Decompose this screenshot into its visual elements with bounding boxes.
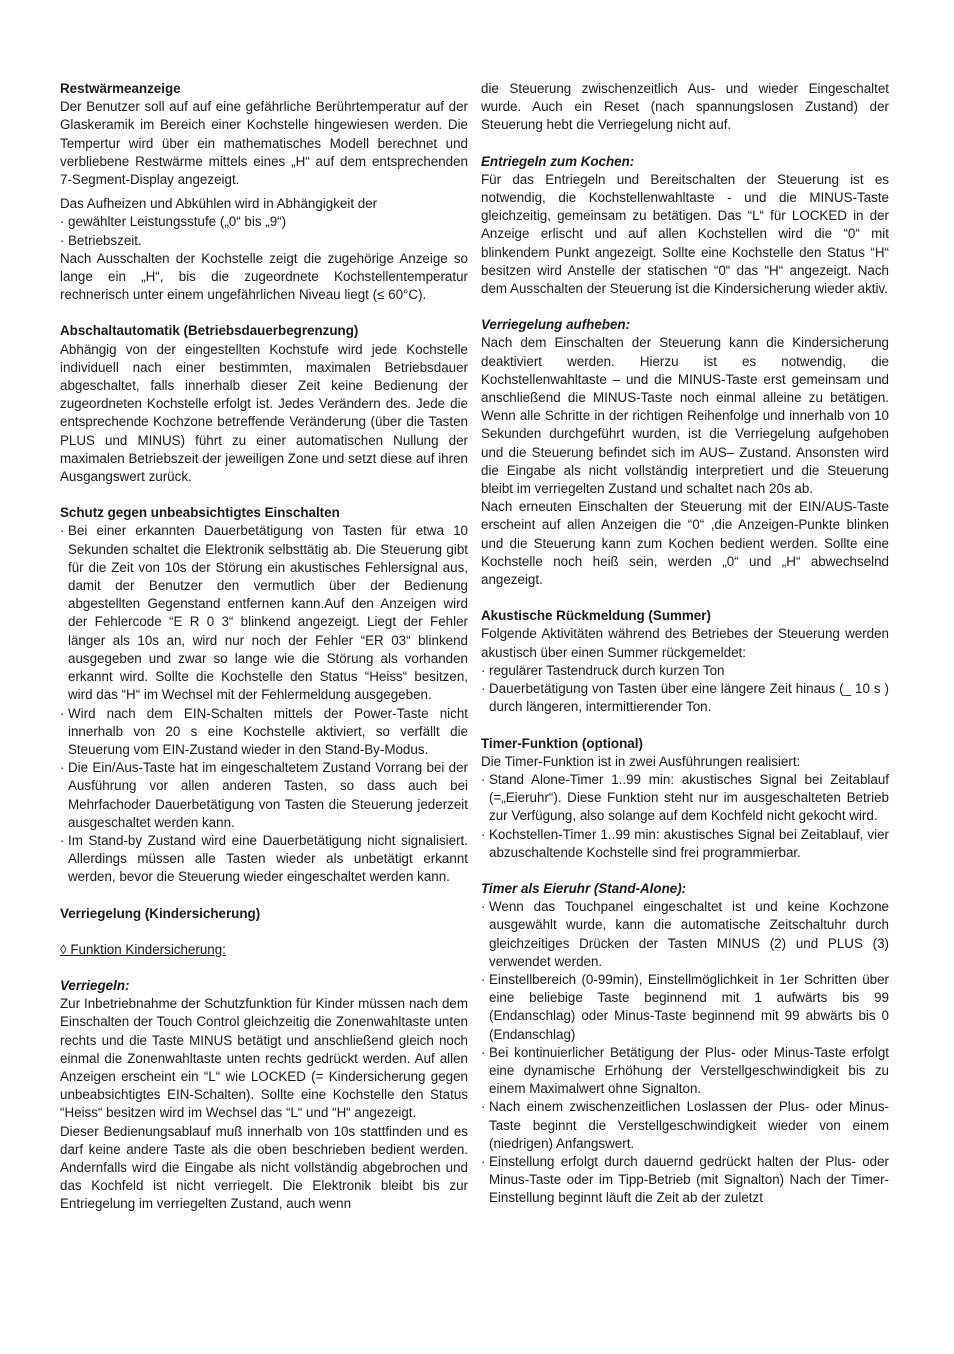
list-item: · Dauerbetätigung von Tasten über eine längere Zeit hinaus (_ 10 s ) durch längeren, intermittierender Ton. — [481, 680, 889, 716]
paragraph: die Steuerung zwischenzeitlich Aus- und wieder Eingeschaltet wurde. Auch ein Reset (nach spannungslosen Zustand) der Steuerung hebt die Verriegelung nicht auf. — [481, 81, 889, 133]
list-item: · Einstellung erfolgt durch dauernd gedrückt halten der Plus- oder Minus-Taste oder im Tipp-Betrieb (mit Signalton) Nach der Timer-Einstellung beginnt läuft die Zeit ab der zuletzt — [481, 1153, 889, 1208]
list — [481, 662, 889, 717]
list — [60, 522, 468, 886]
subheading-entriegeln: Entriegeln zum Kochen: — [481, 153, 635, 169]
heading-abschaltautomatik: Abschaltautomatik (Betriebsdauerbegrenzung) — [60, 323, 359, 339]
list-item: · Stand Alone-Timer 1..99 min: akustisches Signal bei Zeitablauf (=„Eieruhr“). Diese Funktion steht nur im ausgeschalteten Betrieb zur Verfügung, also solange auf dem Kochfeld nicht gekocht wird. — [481, 771, 889, 826]
left-column — [60, 80, 468, 1214]
list-item: · Wenn das Touchpanel eingeschaltet ist und keine Kochzone ausgewählt wurde, kann die automatische Zeitschaltuhr durch gleichzeitiges Drücken der Tasten MINUS (2) und PLUS (3) verwendet werden. — [481, 898, 889, 971]
paragraph: Nach erneuten Einschalten der Steuerung mit der EIN/AUS-Taste erscheint auf allen Anzeigen die “0“ ,die Anzeigen-Punkte blinken und die Steuerung kann zum Kochen bedient werden. Sollte eine Kochstelle noch heiß sein, werden „0“ und „H“ abwechselnd angezeigt. — [481, 499, 889, 588]
list-item: · Bei einer erkannten Dauerbetätigung von Tasten für etwa 10 Sekunden schaltet die Elektronik selbsttätig ab. Die Steuerung gibt für die Zeit von 10s der Störung ein akustisches Fehlersignal aus, damit der Benutzer den vermutlich über der Bedienung abgestellten Gegenstand entfernen kann.Auf den Anzeigen wird der Fehlercode “E R 0 3“ blinkend angezeigt. Liegt der Fehler länger als 10s an, wird nur noch der Fehler “ER 03“ blinkend ausgegeben und zwar so lange wie die Störung als vorhanden erkannt wird. Sollte die Kochstelle den Status “Heiss“ besitzen, wird das “H“ im Wechsel mit der Fehlermeldung ausgegeben. — [60, 522, 468, 704]
right-column — [481, 80, 889, 1208]
paragraph: Dieser Bedienungsablauf muß innerhalb von 10s stattfinden und es darf keine andere Taste als die oben beschrieben bedient werden. Andernfalls wird die Eingabe als nicht vollständig abgebrochen und das Kochfeld ist nicht verriegelt. Die Elektronik bleibt bis zur Entriegelung im verriegelten Zustand, auch wenn — [60, 1123, 468, 1212]
paragraph: Nach dem Einschalten der Steuerung kann die Kindersicherung deaktiviert werden. Hierzu ist es notwendig, die Kochstellenwahltaste – und die MINUS-Taste erst gemeinsam und anschließend die MINUS-Taste noch einmal alleine zu betätigen. Wenn alle Schritte in der richtigen Reihenfolge und innerhalb von 10 Sekunden durchgeführt wurden, ist die Verriegelung aufgehoben und die Steuerung befindet sich im AUS– Zustand. Ansonsten wird die Eingabe als nicht vollständig interpretiert und die Steuerung bleibt im verriegelten Zustand und schaltet nach 20s ab. — [481, 335, 889, 497]
paragraph: Nach Ausschalten der Kochstelle zeigt die zugehörige Anzeige so lange ein „H“, bis die zugeordnete Kochstellentemperatur rechnerisch unter einem ungefährlichen Niveau liegt (≤ 60°C). — [60, 250, 468, 303]
subheading-verriegelung-aufheben: Verriegelung aufheben: — [481, 317, 631, 333]
list-item: · Bei kontinuierlicher Betätigung der Plus- oder Minus-Taste erfolgt eine dynamische Erhöhung der Verstellgeschwindigkeit bis zu einem Maximalwert ohne Signalton. — [481, 1044, 889, 1099]
paragraph: Für das Entriegeln und Bereitschalten der Steuerung ist es notwendig, die Kochstellenwahltaste - und die MINUS-Taste gleichzeitig, gemeinsam zu betätigen. Das “L“ für LOCKED in der Anzeige erlischt und auf allen Kochstellen wird die “0“ mit blinkendem Punkt angezeigt. Sollte eine Kochstelle den Status “H“ besitzen wird Anstelle der statischen “0“ das “H“ angezeigt. Nach dem Ausschalten der Steuerung ist die Kindersicherung wieder aktiv. — [481, 171, 889, 297]
list-item: · Im Stand-by Zustand wird eine Dauerbetätigung nicht signalisiert. Allerdings müssen alle Tasten wieder als unbetätigt erkannt werden, bevor die Steuerung wieder eingeschaltet werden kann. — [60, 832, 468, 887]
subheading-timer-eieruhr: Timer als Eieruhr (Stand-Alone): — [481, 880, 687, 896]
paragraph: Der Benutzer soll auf auf eine gefährliche Berührtemperatur auf der Glaskeramik im Bereich einer Kochstelle hingewiesen werden. Die Tempertur wird über ein mathematisches Modell berechnet und verbliebene Restwärme mittels eines „H“ auf dem entsprechenden 7-Segment-Display angezeigt. — [60, 99, 468, 188]
list-item: · Wird nach dem EIN-Schalten mittels der Power-Taste nicht innerhalb von 20 s eine Kochstelle aktiviert, so verfällt die Steuerung vom EIN-Zustand wieder in den Stand-By-Modus. — [60, 705, 468, 760]
list-item: · Betriebszeit. — [60, 232, 468, 250]
list-item: · Einstellbereich (0-99min), Einstellmöglichkeit in 1er Schritten über eine beliebige Taste beginnend mit 1 aufwärts bis 99 (Endanschlag) oder Minus-Taste beginnend mit 99 abwärts bis 0 (Endanschlag) — [481, 971, 889, 1044]
subheading-funktion-kindersicherung: ◊ Funktion Kindersicherung: — [60, 941, 226, 957]
subheading-verriegeln: Verriegeln: — [60, 977, 130, 993]
heading-restwaerme: Restwärmeanzeige — [60, 81, 181, 96]
heading-schutz: Schutz gegen unbeabsichtigtes Einschalten — [60, 505, 340, 521]
list-item: · gewählter Leistungsstufe („0“ bis „9“) — [60, 213, 468, 231]
heading-verriegelung: Verriegelung (Kindersicherung) — [60, 905, 261, 921]
list — [481, 771, 889, 862]
heading-akustische-rueckmeldung: Akustische Rückmeldung (Summer) — [481, 608, 711, 624]
list-item: · regulärer Tastendruck durch kurzen Ton — [481, 662, 889, 680]
list — [60, 213, 468, 249]
paragraph: Abhängig von der eingestellten Kochstufe wird jede Kochstelle individuell nach einer bestimmten, maximalen Betriebsdauer abgeschaltet, falls innerhalb dieser Zeit keine Bedienung der zugeordneten Kochstelle erfolgt ist. Jedes Verändern des. Jede die entsprechende Kochzone betreffende Veränderung (über die Tasten PLUS und MINUS) führt zu einer automatischen Nullung der maximalen Betriebszeit der jeweiligen Zone und setzt diese auf ihren Ausgangswert zurück. — [60, 341, 468, 485]
paragraph: Zur Inbetriebnahme der Schutzfunktion für Kinder müssen nach dem Einschalten der Touch Control gleichzeitig die Zonenwahltaste unten rechts und die Taste MINUS betätigt und anschließend gleich noch einmal die Zonenwahltaste unten rechts gedrückt werden. Auf allen Anzeigen erscheint ein “L“ wie LOCKED (= Kindersicherung gegen unbeabsichtigtes EIN-Schalten). Sollte eine Kochstelle den Status “Heiss“ besitzen wird im Wechsel das “L“ und “H“ angezeigt. — [60, 996, 468, 1121]
list-item: · Kochstellen-Timer 1..99 min: akustisches Signal bei Zeitablauf, vier abzuschaltende Kochstelle sind frei programmierbar. — [481, 826, 889, 862]
heading-timer-funktion: Timer-Funktion (optional) — [481, 735, 643, 751]
list-item: · Nach einem zwischenzeitlichen Loslassen der Plus- oder Minus- Taste beginnt die Verstellgeschwindigkeit wieder von einem (niedrigen) Anfangswert. — [481, 1098, 889, 1153]
list — [481, 898, 889, 1207]
paragraph: Die Timer-Funktion ist in zwei Ausführungen realisiert: — [481, 753, 801, 769]
list-item: · Die Ein/Aus-Taste hat im eingeschaltetem Zustand Vorrang bei der Ausführung vor allen anderen Tasten, so dass auch bei Mehrfachoder Dauerbetätigung von Tasten die Steuerung jederzeit ausgeschaltet werden kann. — [60, 759, 468, 832]
paragraph: Folgende Aktivitäten während des Betriebes der Steuerung werden akustisch über einen Summer rückgemeldet: — [481, 626, 889, 660]
paragraph: Das Aufheizen und Abkühlen wird in Abhängigkeit der — [60, 196, 378, 212]
